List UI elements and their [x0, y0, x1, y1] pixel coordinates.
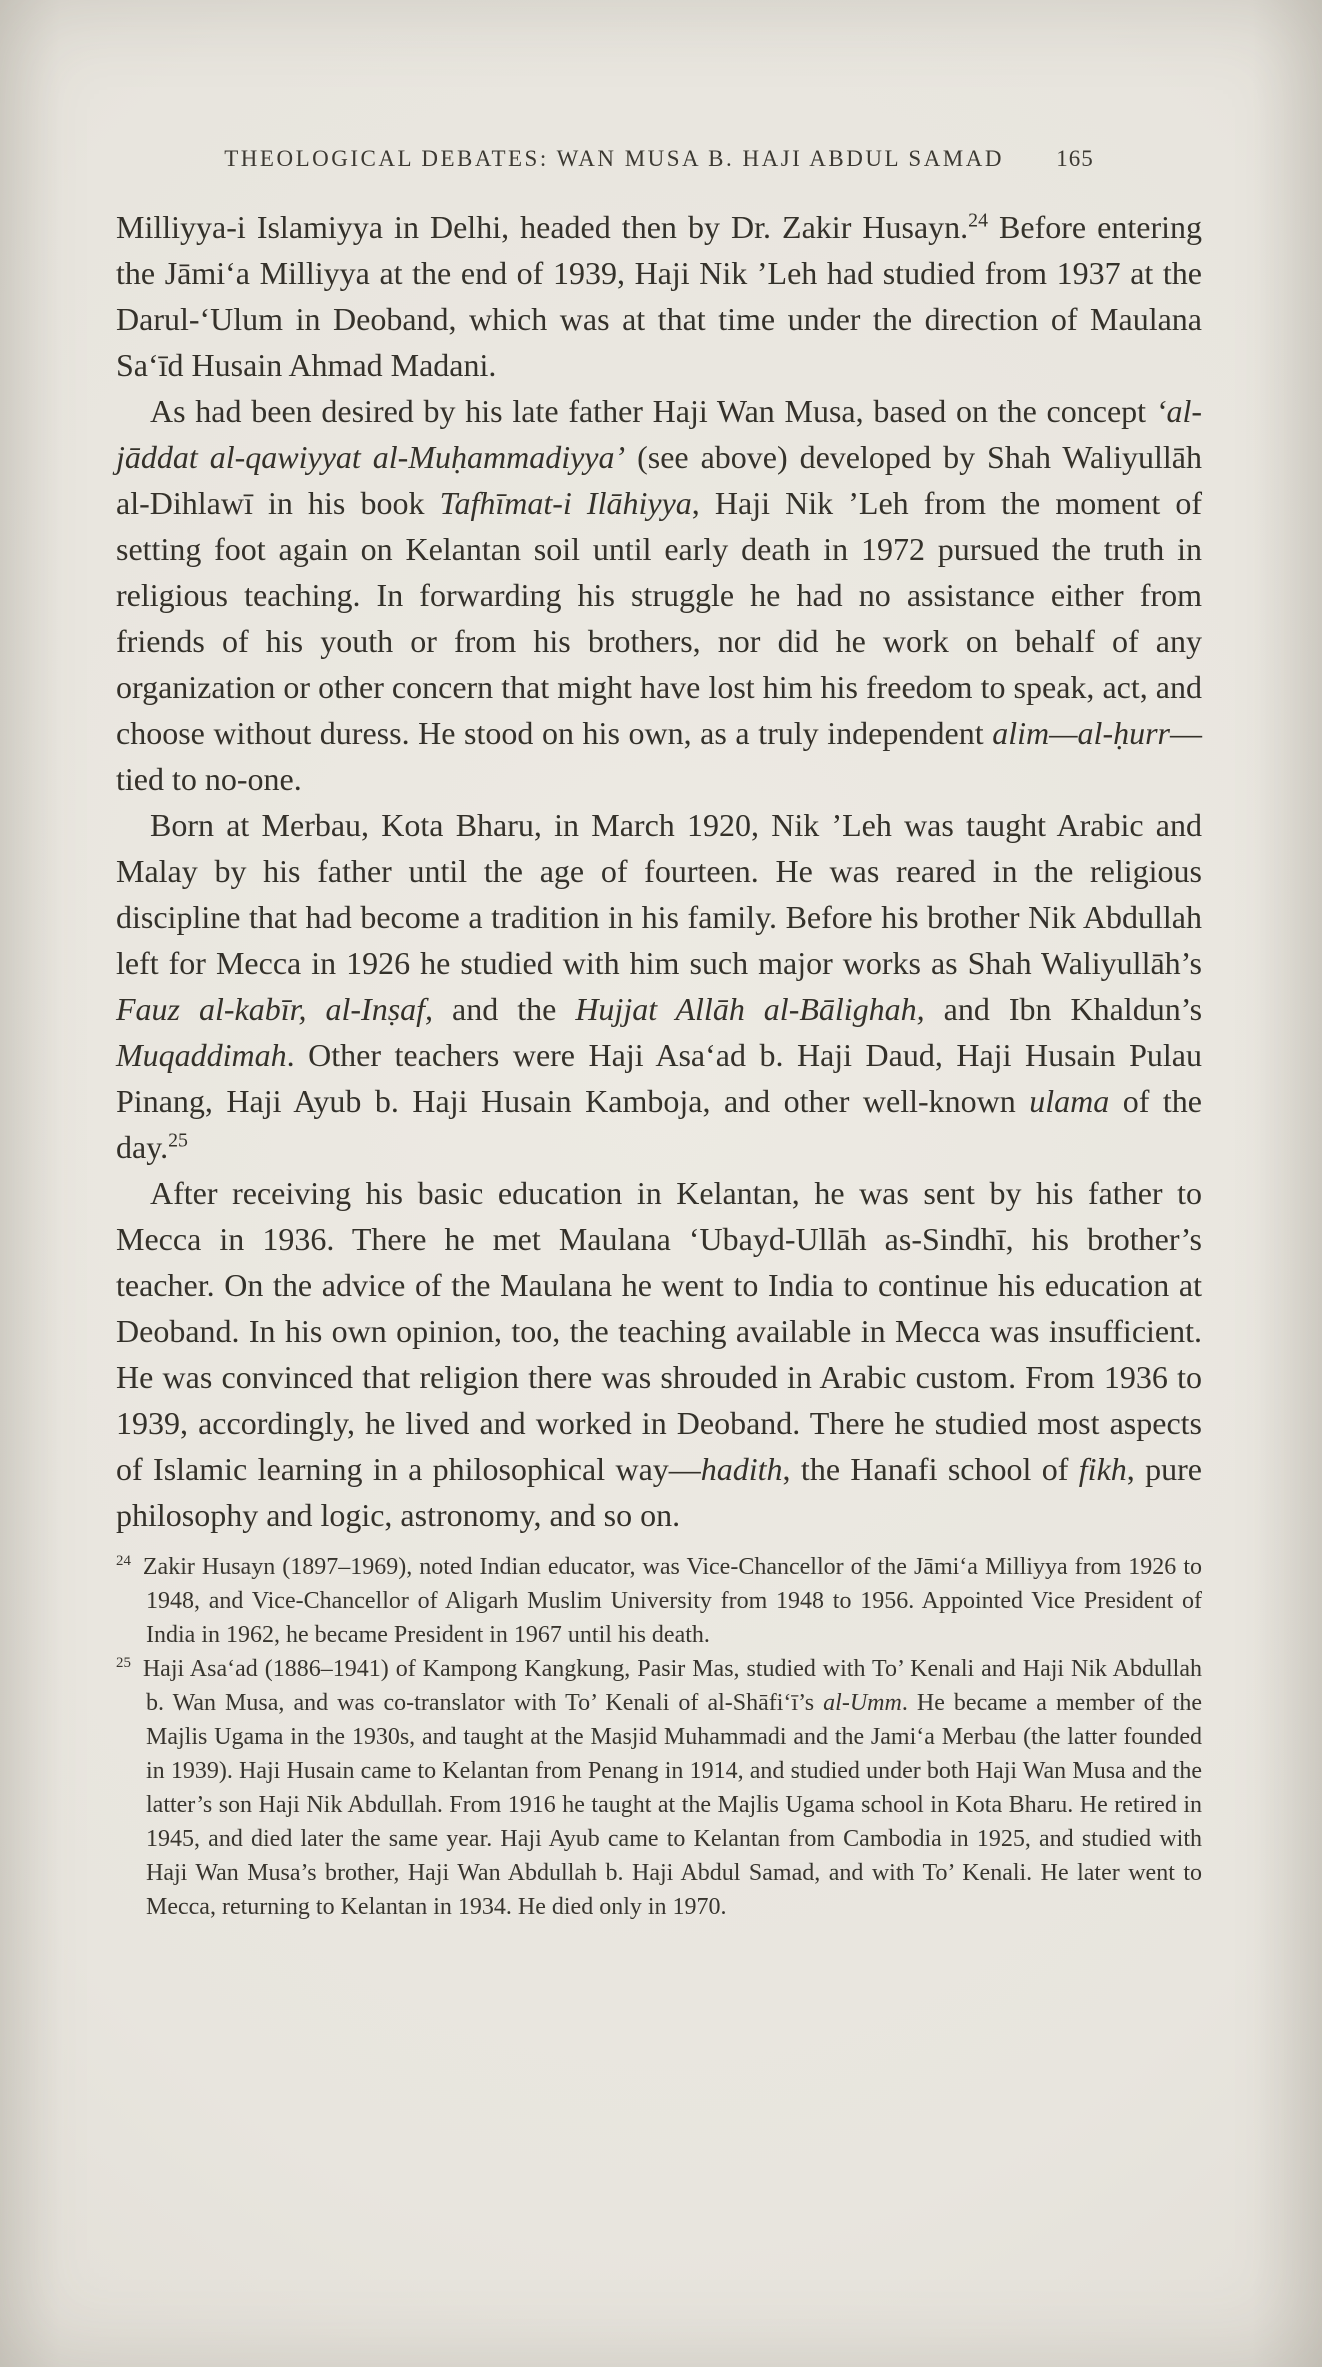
body-paragraph: [116, 204, 1202, 388]
text-run: Before entering the Jāmi‘a Milliyya at the end of 1939, Haji Nik ’Leh had studied from 1937 at the Darul-‘Ulum in Deoband, which was at that time under the direction of Maulana Sa‘īd Husain Ahmad Madani.: [116, 209, 1203, 383]
italic-term: al-Umm: [823, 1690, 902, 1716]
text-run: , pure philosophy and logic, astronomy, and so on.: [116, 1451, 1202, 1533]
footnotes: [116, 1550, 1202, 1924]
text-run: After receiving his basic education in Kelantan, he was sent by his father to Mecca in 1936. There he met Maulana ‘Ubayd-Ullāh as-Sindhī, his brother’s teacher. On the advice of the Maulana he went to India to continue his education at Deoband. In his own opinion, too, the teaching available in Mecca was insufficient. He was convinced that religion there was shrouded in Arabic custom. From 1936 to 1939, accordingly, he lived and worked in Deoband. There he studied most aspects of Islamic learning in a philosophical way—: [116, 1175, 1202, 1487]
text-run: of the day.: [116, 1083, 1202, 1165]
italic-term: Hujjat Allāh al-Bālighah,: [575, 991, 925, 1027]
page-number: 165: [1056, 146, 1094, 171]
text-run: and the: [433, 991, 576, 1027]
footnote-ref: 24: [968, 209, 988, 232]
text-run: Zakir Husayn (1897–1969), noted Indian educator, was Vice-Chancellor of the Jāmi‘a Milliyya from 1926 to 1948, and Vice-Chancellor of Aligarh Muslim University from 1948 to 1956. Appointed Vice President of India in 1962, he became President in 1967 until his death.: [135, 1554, 1202, 1648]
body-paragraph: [116, 802, 1202, 1170]
text-run: As had been desired by his late father Haji Wan Musa, based on the concept: [150, 393, 1156, 429]
text-run: Milliyya-i Islamiyya in Delhi, headed then by Dr. Zakir Husayn.: [116, 209, 969, 245]
body-paragraph: [116, 388, 1202, 802]
italic-term: ulama: [1029, 1083, 1110, 1119]
text-run: and Ibn Khaldun’s: [924, 991, 1203, 1027]
text-run: —tied to no-one.: [116, 715, 1202, 797]
footnote: [116, 1550, 1202, 1652]
text-run: , the Hanafi school of: [782, 1451, 1079, 1487]
italic-term: Tafhīmat-i Ilāhiyya: [439, 485, 692, 521]
italic-term: Fauz al-kabīr, al-Inṣaf,: [116, 991, 434, 1027]
body-paragraph: [116, 1170, 1202, 1538]
italic-term: fikh: [1078, 1451, 1127, 1487]
footnote: [116, 1652, 1202, 1924]
italic-term: Muqaddimah: [116, 1037, 287, 1073]
italic-term: alim—al-ḥurr: [992, 715, 1170, 751]
text-run: Born at Merbau, Kota Bharu, in March 1920, Nik ’Leh was taught Arabic and Malay by his father until the age of fourteen. He was reared in the religious discipline that had become a tradition in his family. Before his brother Nik Abdullah left for Mecca in 1926 he studied with him such major works as Shah Waliyullāh’s: [116, 807, 1202, 981]
text-run: Haji Asa‘ad (1886–1941) of Kampong Kangkung, Pasir Mas, studied with To’ Kenali and Haji Nik Abdullah b. Wan Musa, and was co-translator with To’ Kenali of al-Shāfi‘ī’s: [135, 1656, 1202, 1716]
text-run: , Haji Nik ’Leh from the moment of setting foot again on Kelantan soil until early death in 1972 pursued the truth in religious teaching. In forwarding his struggle he had no assistance either from friends of his youth or from his brothers, nor did he work on behalf of any organization or other concern that might have lost him his freedom to speak, act, and choose without duress. He stood on his own, as a truly independent: [116, 485, 1203, 751]
footnote-marker: 25: [116, 1655, 131, 1671]
body-text: [116, 204, 1202, 1538]
italic-term: hadith: [700, 1451, 783, 1487]
text-run: . Other teachers were Haji Asa‘ad b. Haji Daud, Haji Husain Pulau Pinang, Haji Ayub b. Haji Husain Kamboja, and other well-known: [116, 1037, 1202, 1119]
footnote-marker: 24: [116, 1553, 131, 1569]
text-run: (see above) developed by Shah Waliyullāh al-Dihlawī in his book: [116, 439, 1203, 521]
italic-term: ‘al-jāddat al-qawiyyat al-Muḥammadiyya’: [116, 393, 1202, 475]
text-run: . He became a member of the Majlis Ugama in the 1930s, and taught at the Masjid Muhammadi and the Jami‘a Merbau (the latter founded in 1939). Haji Husain came to Kelantan from Penang in 1914, and studied under both Haji Wan Musa and the latter’s son Haji Nik Abdullah. From 1916 he taught at the Majlis Ugama school in Kota Bharu. He retired in 1945, and died later the same year. Haji Ayub came to Kelantan from Cambodia in 1925, and studied with Haji Wan Musa’s brother, Haji Wan Abdullah b. Haji Abdul Samad, and with To’ Kenali. He later went to Mecca, returning to Kelantan in 1934. He died only in 1970.: [146, 1690, 1203, 1920]
header-title: THEOLOGICAL DEBATES: WAN MUSA B. HAJI ABDUL SAMAD: [224, 146, 1004, 171]
text-block: [116, 146, 1202, 1924]
running-header: [116, 146, 1202, 172]
footnote-ref: 25: [168, 1129, 188, 1152]
